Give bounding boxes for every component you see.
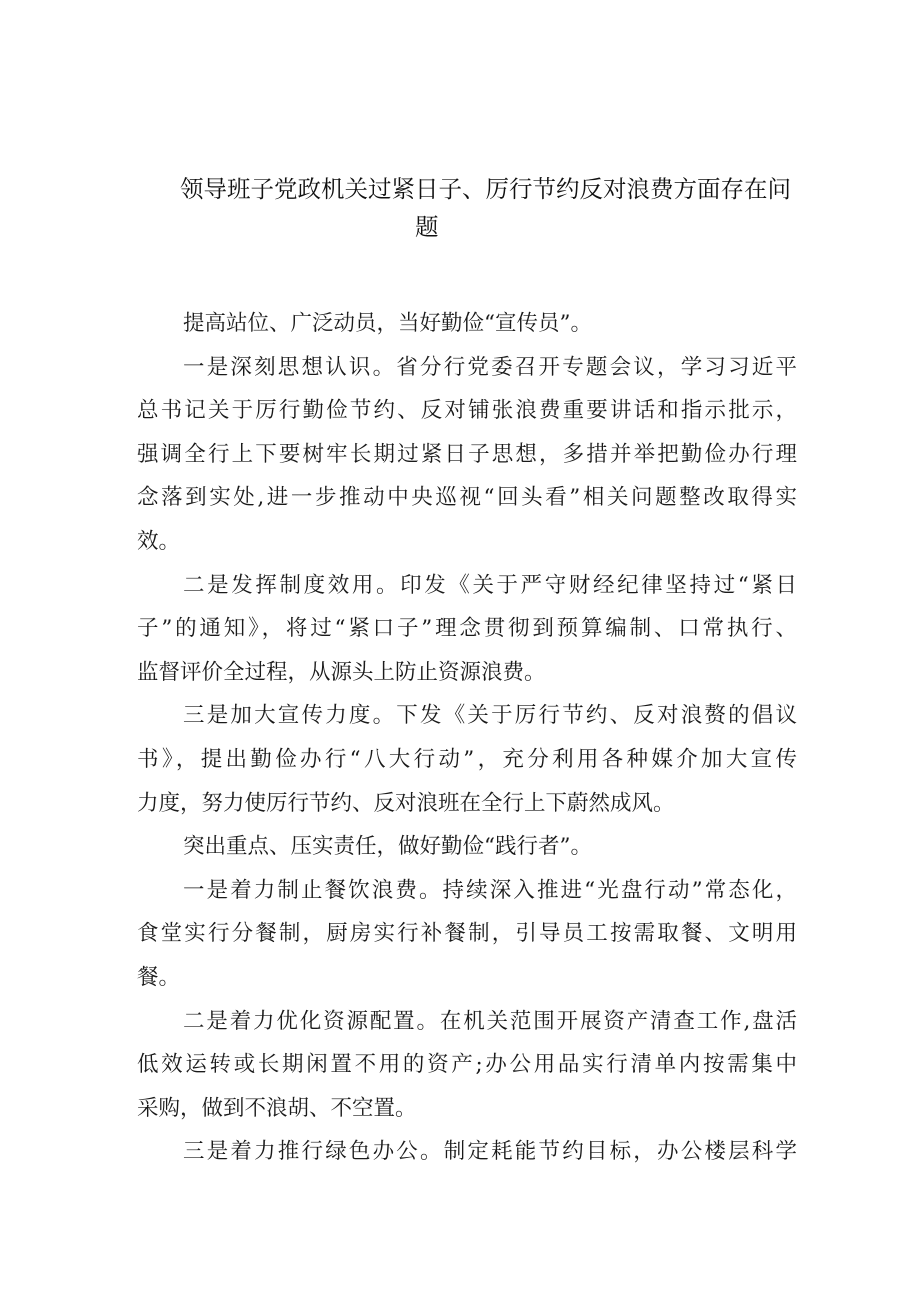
section-heading xyxy=(137,825,797,869)
text-line: 一是深刻思想认识。省分行党委召开专题会议，学习习近平 xyxy=(183,354,797,380)
text-line: 采购，做到不浪胡、不空置。 xyxy=(137,1095,417,1121)
paragraph xyxy=(137,1000,797,1131)
text-line: 三是着力推行绿色办公。制定耗能节约目标，办公楼层科学 xyxy=(183,1139,797,1165)
text-line: 三是加大宣传力度。下发《关于厉行节约、反对浪赘的倡议 xyxy=(183,703,797,729)
text-line: 念落到实处,进一步推动中央巡视“回头看”相关问题整改取得实 xyxy=(137,485,797,511)
title-line: 领导班子党政机关过紧日子、厉行节约反对浪费方面存在问 xyxy=(180,175,791,203)
text-line: 力度，努力使厉行节约、反对浪班在全行上下蔚然成风。 xyxy=(137,790,675,816)
text-line: 监督评价全过程，从源头上防止资源浪费。 xyxy=(137,659,546,685)
paragraph xyxy=(137,564,797,695)
document-body xyxy=(137,302,797,1174)
paragraph xyxy=(137,694,797,825)
paragraph xyxy=(137,346,797,564)
text-line: 总书记关于厉行勤俭节约、反对铺张浪费重要讲话和指示批示， xyxy=(137,398,797,424)
section-heading xyxy=(137,302,797,346)
text-line: 一是着力制止餐饮浪费。持续深入推进“光盘行动”常态化， xyxy=(183,877,797,903)
text-line: 食堂实行分餐制，厨房实行补餐制，引导员工按需取餐、文明用 xyxy=(137,921,797,947)
text-line: 餐。 xyxy=(137,964,181,990)
paragraph xyxy=(137,869,797,1000)
text-line: 二是发挥制度效用。印发《关于严守财经纪律坚持过“紧日 xyxy=(183,572,797,598)
text-line: 提高站位、广泛动员，当好勤俭“宣传员”。 xyxy=(183,311,592,336)
text-line: 二是着力优化资源配置。在机关范围开展资产清查工作,盘活 xyxy=(183,1008,797,1034)
text-line: 低效运转或长期闲置不用的资产;办公用品实行清单内按需集中 xyxy=(137,1052,797,1078)
paragraph xyxy=(137,1130,797,1174)
document-title xyxy=(180,170,800,246)
text-line: 强调全行上下要树牢长期过紧日子思想，多措并举把勤俭办行理 xyxy=(137,441,797,467)
text-line: 突出重点、压实责任，做好勤俭“践行者”。 xyxy=(183,834,592,860)
title-line: 题 xyxy=(415,213,439,241)
text-line: 子”的通知》，将过“紧口子”理念贯彻到预算编制、口常执行、 xyxy=(137,616,797,642)
text-line: 效。 xyxy=(137,528,181,554)
text-line: 书》，提出勤俭办行“八大行动”，充分利用各种媒介加大宣传 xyxy=(137,746,797,772)
